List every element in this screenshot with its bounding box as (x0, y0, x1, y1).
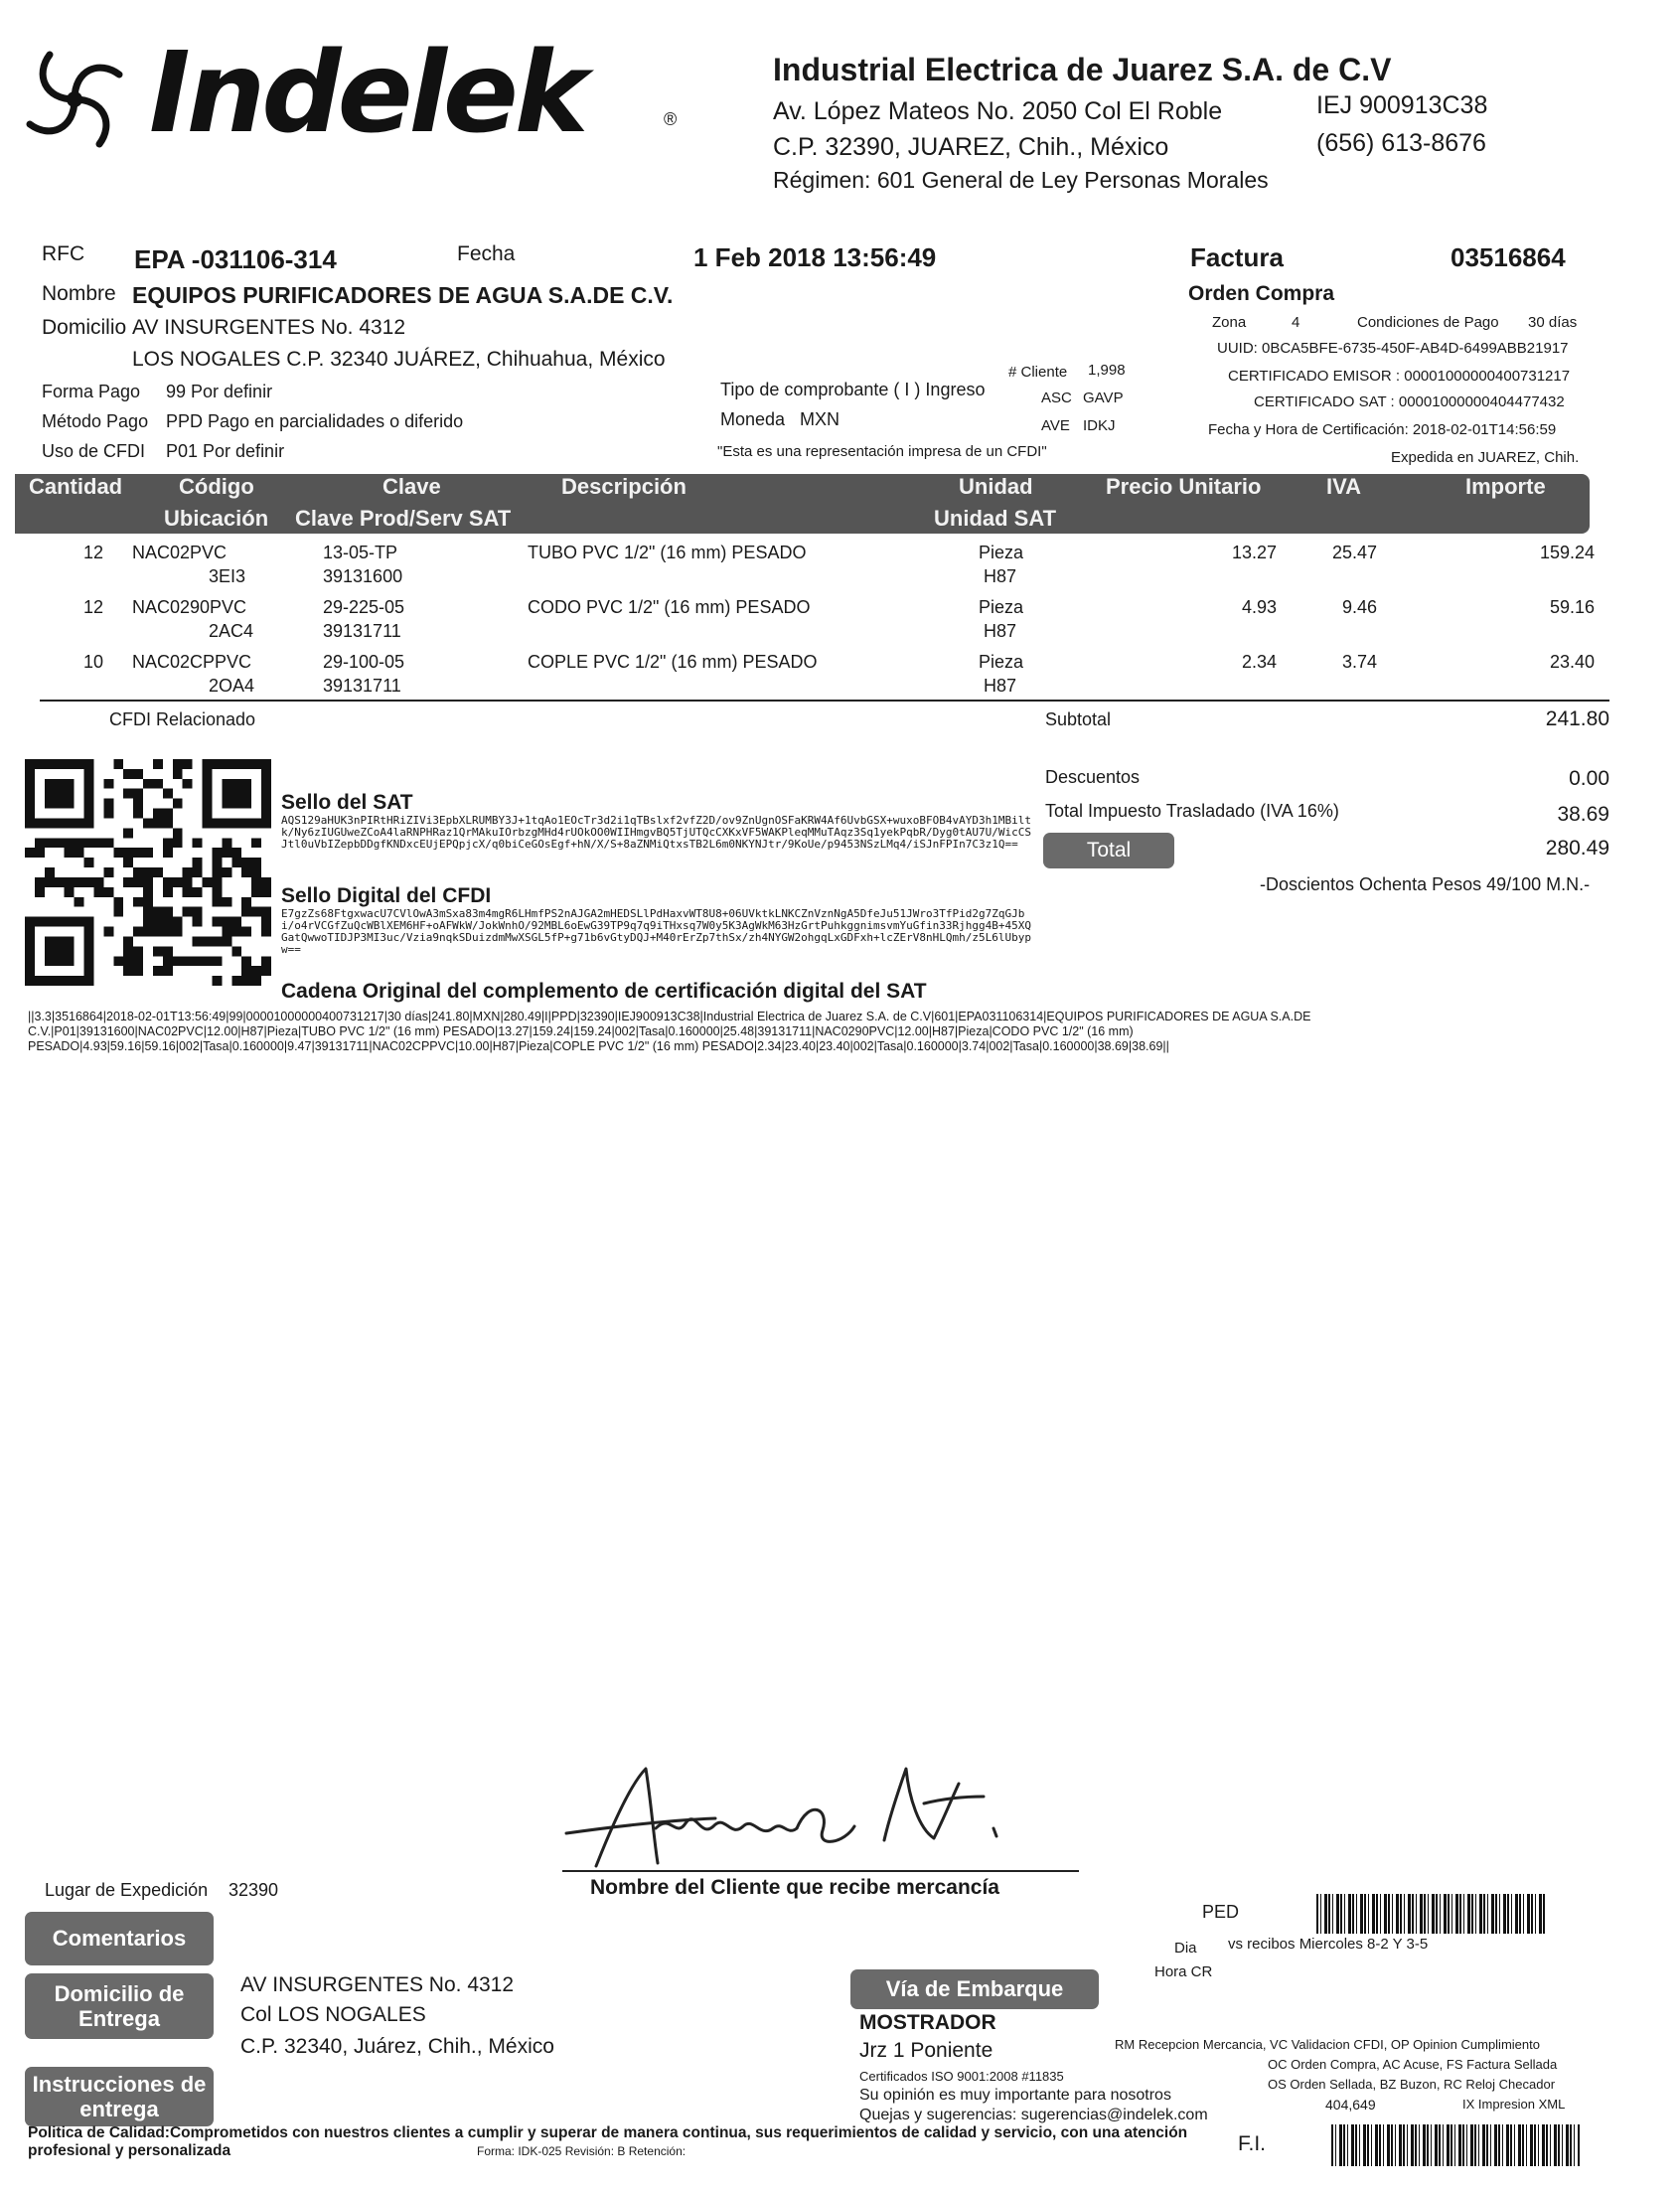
company-address-2: C.P. 32390, JUAREZ, Chih., México (773, 133, 1169, 161)
row-importe: 23.40 (1549, 652, 1595, 672)
nombre-value: EQUIPOS PURIFICADORES DE AGUA S.A.DE C.V. (132, 282, 674, 308)
sello-cfdi-label: Sello Digital del CFDI (281, 884, 492, 907)
forma-pago-value: 99 Por definir (166, 382, 273, 401)
iso-cert: Certificados ISO 9001:2008 #11835 (859, 2069, 1064, 2084)
row-codigo: NAC0290PVC (132, 597, 247, 617)
barcode-top-icon (1316, 1894, 1545, 1934)
company-regimen: Régimen: 601 General de Ley Personas Morales (773, 167, 1269, 193)
row-descripcion: TUBO PVC 1/2" (16 mm) PESADO (528, 543, 807, 562)
asc-label: ASC (1041, 390, 1072, 406)
table-bottom-rule (40, 700, 1609, 702)
asc-value: GAVP (1083, 390, 1124, 406)
signature-mark (556, 1759, 1013, 1873)
forma-pago-label: Forma Pago (42, 382, 141, 401)
company-rfc: IEJ 900913C38 (1316, 91, 1488, 119)
row-unidad-sat: H87 (984, 676, 1017, 696)
row-clave: 29-225-05 (323, 597, 405, 617)
fecha-certificacion: Fecha y Hora de Certificación: 2018-02-01T14:56:59 (1208, 421, 1557, 438)
row-ubicacion: 2AC4 (209, 621, 254, 641)
col-iva: IVA (1326, 474, 1362, 499)
comentarios-badge: Comentarios (25, 1912, 214, 1965)
legend-line-1: RM Recepcion Mercancia, VC Validacion CFDI, OP Opinion Cumplimiento (1115, 2037, 1540, 2052)
subtotal-value: 241.80 (1545, 707, 1609, 730)
total-value: 280.49 (1545, 837, 1609, 860)
row-descripcion: COPLE PVC 1/2" (16 mm) PESADO (528, 652, 818, 672)
sello-sat-label: Sello del SAT (281, 791, 413, 814)
total-en-letra: -Doscientos Ochenta Pesos 49/100 M.N.- (1260, 874, 1591, 894)
descuentos-value: 0.00 (1569, 767, 1609, 790)
fi-label: F.I. (1238, 2132, 1267, 2155)
factura-label: Factura (1190, 242, 1284, 272)
col-importe: Importe (1465, 474, 1546, 499)
tipo-comprobante: Tipo de comprobante ( I ) Ingreso (720, 380, 986, 399)
row-cantidad: 12 (82, 543, 103, 562)
entrega-line-3: C.P. 32340, Juárez, Chih., México (240, 2035, 554, 2058)
entrega-line-2: Col LOS NOGALES (240, 2003, 426, 2026)
via-embarque-value: MOSTRADOR (859, 2011, 996, 2034)
row-unidad: Pieza (979, 597, 1024, 617)
cert-sat: CERTIFICADO SAT : 00001000000404477432 (1254, 393, 1565, 410)
domicilio-label: Domicilio (42, 316, 127, 339)
metodo-pago-value: PPD Pago en parcialidades o diferido (166, 411, 464, 431)
condiciones-label: Condiciones de Pago (1357, 314, 1499, 331)
legend-line-2: OC Orden Compra, AC Acuse, FS Factura Sellada (1268, 2057, 1558, 2072)
metodo-pago-label: Método Pago (42, 411, 149, 431)
items-table-body (0, 543, 1680, 704)
impuesto-value: 38.69 (1557, 803, 1609, 826)
uso-cfdi-label: Uso de CFDI (42, 441, 146, 461)
logo-swirl-icon (20, 40, 129, 159)
row-iva: 25.47 (1331, 543, 1377, 562)
col-unidad: Unidad (959, 474, 1033, 499)
opinion-text: Su opinión es muy importante para nosotros (859, 2087, 1171, 2104)
company-phone: (656) 613-8676 (1316, 129, 1486, 157)
row-cantidad: 10 (82, 652, 103, 672)
recibos-horario: vs recibos Miercoles 8-2 Y 3-5 (1228, 1936, 1429, 1953)
signature-caption: Nombre del Cliente que recibe mercancía (590, 1876, 999, 1899)
ave-label: AVE (1041, 417, 1070, 434)
row-clave-sat: 39131711 (323, 621, 401, 641)
quejas-text: Quejas y sugerencias: sugerencias@indelek.com (859, 2107, 1208, 2123)
row-ubicacion: 3EI3 (209, 566, 246, 586)
cadena-original-label: Cadena Original del complemento de certificación digital del SAT (281, 980, 927, 1003)
domicilio-line-2: LOS NOGALES C.P. 32340 JUÁREZ, Chihuahua, México (132, 348, 666, 371)
sello-cfdi-value: E7gzZs68FtgxwacU7CVlOwA3mSxa83m4mgR6LHmfPS2nAJGA2mHEDSLlPdHaxvWT8U8+06UVktkLNKCZnVznNgA5DfeJu51JWro3TfPid2g7ZqGJbi/o4rVCGfZuQcWBlXEM6HF+oAFWkW/JokWnhO/92MBL6oEwG39TP9q7q9iTHxsq7W0y5K3AgWkM63HzGrtPuhkggnimsvmYuGfin33Rjhgg4B+45XQGatQwwoTIDJP3MI3uc/Vzia9nqkSDuizdmMwXSGL5fP+g71b6vGtyDQJ+M40rErZp7thSx/zh4NYGW2ohgqLxGDFxh+lcZErV8nHLQmh/z5L6lUbypw== (281, 907, 1031, 956)
row-unidad-sat: H87 (984, 566, 1017, 586)
zona-label: Zona (1212, 314, 1247, 331)
lugar-expedicion-value: 32390 (229, 1880, 279, 1900)
representacion-note: "Esta es una representación impresa de un CFDI" (717, 443, 1047, 460)
signature-line (562, 1870, 1079, 1872)
row-importe: 159.24 (1539, 543, 1595, 562)
nombre-label: Nombre (42, 282, 116, 305)
uso-cfdi-value: P01 Por definir (166, 441, 285, 461)
politica-calidad: Politica de Calidad:Comprometidos con nuestros clientes a cumplir y superar de manera continua, sus requerimientos de calidad y servicio, con una atención profesional y personalizada (28, 2124, 1188, 2159)
legend-line-4: IX Impresion XML (1462, 2097, 1566, 2112)
col-unidad-sat: Unidad SAT (934, 506, 1057, 531)
ave-value: IDKJ (1083, 417, 1116, 434)
row-clave: 13-05-TP (323, 543, 398, 562)
barcode-bottom-icon (1331, 2124, 1580, 2166)
total-badge: Total (1043, 833, 1174, 868)
row-ubicacion: 2OA4 (209, 676, 255, 696)
subtotal-label: Subtotal (1045, 709, 1112, 729)
cliente-num-label: # Cliente (1008, 364, 1068, 381)
lugar-expedicion-label: Lugar de Expedición (45, 1880, 209, 1900)
ped-label: PED (1202, 1902, 1240, 1922)
row-clave: 29-100-05 (323, 652, 405, 672)
cliente-num: 1,998 (1088, 362, 1126, 379)
row-unidad: Pieza (979, 543, 1024, 562)
domicilio-line-1: AV INSURGENTES No. 4312 (132, 316, 406, 339)
row-codigo: NAC02PVC (132, 543, 228, 562)
col-cantidad: Cantidad (29, 474, 123, 499)
rfc-label: RFC (42, 242, 85, 265)
sucursal: Jrz 1 Poniente (859, 2039, 993, 2062)
col-descripcion: Descripción (561, 474, 687, 499)
cfdi-relacionado: CFDI Relacionado (109, 709, 256, 729)
condiciones-value: 30 días (1528, 314, 1578, 331)
row-importe: 59.16 (1549, 597, 1595, 617)
row-precio: 13.27 (1231, 543, 1277, 562)
legend-number: 404,649 (1325, 2097, 1376, 2113)
row-iva: 3.74 (1341, 652, 1377, 672)
qr-code-icon (24, 759, 272, 986)
row-cantidad: 12 (82, 597, 103, 617)
forma-revision: Forma: IDK-025 Revisión: B Retención: (477, 2144, 687, 2158)
zona-value: 4 (1292, 314, 1300, 331)
row-precio: 2.34 (1241, 652, 1277, 672)
entrega-line-1: AV INSURGENTES No. 4312 (240, 1973, 515, 1996)
row-descripcion: CODO PVC 1/2" (16 mm) PESADO (528, 597, 811, 617)
company-name: Industrial Electrica de Juarez S.A. de C.V (773, 52, 1392, 87)
row-codigo: NAC02CPPVC (132, 652, 252, 672)
dia-label: Dia (1174, 1940, 1197, 1957)
col-ubicacion: Ubicación (164, 506, 269, 531)
uuid: UUID: 0BCA5BFE-6735-450F-AB4D-6499ABB21917 (1217, 340, 1569, 357)
fecha-label: Fecha (457, 242, 516, 265)
rfc-value: EPA -031106-314 (134, 244, 337, 274)
row-unidad: Pieza (979, 652, 1024, 672)
cert-emisor: CERTIFICADO EMISOR : 00001000000400731217 (1228, 368, 1571, 385)
row-clave-sat: 39131600 (323, 566, 403, 586)
descuentos-label: Descuentos (1045, 767, 1141, 787)
company-logo: Indelek (149, 29, 585, 158)
row-iva: 9.46 (1341, 597, 1377, 617)
moneda-value: MXN (800, 409, 840, 429)
legend-line-3: OS Orden Sellada, BZ Buzon, RC Reloj Checador (1268, 2077, 1556, 2092)
factura-number: 03516864 (1451, 242, 1566, 272)
row-precio: 4.93 (1241, 597, 1277, 617)
col-codigo: Código (179, 474, 254, 499)
col-precio: Precio Unitario (1106, 474, 1262, 499)
company-address-1: Av. López Mateos No. 2050 Col El Roble (773, 97, 1223, 125)
domicilio-entrega-badge: Domicilio de Entrega (25, 1973, 214, 2039)
expedida-en: Expedida en JUAREZ, Chih. (1391, 449, 1580, 466)
impuesto-label: Total Impuesto Trasladado (IVA 16%) (1045, 801, 1339, 821)
sello-sat-value: AQS129aHUK3nPIRtHRiZIVi3EpbXLRUMBY3J+1tqAo1EOcTr3d2i1qTBslxf2vfZ2D/ov9ZnUgnOSFaKRW4Af6UvbGSX+wuxoBFOB4vAYD3h1MBiltk/Ny6zIUGUweZCoA4laRNPHRaz1QrMAkuIOrbzgMHd4rUOkOO0WIIHmgvBQ5TjUTQcCXKxVF5WAKPleqMMuTAqz3Sq1yekPqbR/Dyg0tAU7U/WicCSJtl0uVbIZepbDDgfKNDxcEUjEPQpjcX/q0biCeGOsEgf+hN/X/S+8aZNMiQtxsTB2L6m0NKYNJtr/9KoUe/p9453NSzLMq4/iSJnFPIn7C3z1Q== (281, 814, 1031, 851)
fecha-value: 1 Feb 2018 13:56:49 (693, 242, 937, 272)
cadena-original-value: ||3.3|3516864|2018-02-01T13:56:49|99|00001000000400731217|30 días|241.80|MXN|280.49|I|PPD|32390|IEJ900913C38|Industrial Electrica de Juarez S.A. de C.V|601|EPA031106314|EQUIPOS PURIFICADORES DE AGUA S.A.DE C.V.|P01|39131600|NAC02PVC|12.00|H87|Pieza|TUBO PVC 1/2" (16 mm) PESADO|13.27|159.24|159.24|002|Tasa|0.160000|25.48|39131711|NAC0290PVC|12.00|H87|Pieza|CODO PVC 1/2" (16 mm) PESADO|4.93|59.16|59.16|002|Tasa|0.160000|9.47|39131711|NAC02CPPVC|10.00|H87|Pieza|COPLE PVC 1/2" (16 mm) PESADO|2.34|23.40|23.40|002|Tasa|0.160000|3.74|002|Tasa|0.160000|38.69|38.69|| (28, 1010, 1311, 1053)
registered-mark: ® (664, 109, 678, 129)
instrucciones-badge: Instrucciones de entrega (25, 2067, 214, 2126)
row-unidad-sat: H87 (984, 621, 1017, 641)
via-embarque-badge: Vía de Embarque (850, 1969, 1099, 2009)
moneda-label: Moneda (720, 409, 786, 429)
hora-label: Hora CR (1154, 1963, 1213, 1980)
items-table-header (15, 474, 1590, 534)
orden-compra-label: Orden Compra (1188, 282, 1335, 305)
col-clave: Clave (382, 474, 441, 499)
row-clave-sat: 39131711 (323, 676, 401, 696)
col-clave-sat: Clave Prod/Serv SAT (295, 506, 512, 531)
